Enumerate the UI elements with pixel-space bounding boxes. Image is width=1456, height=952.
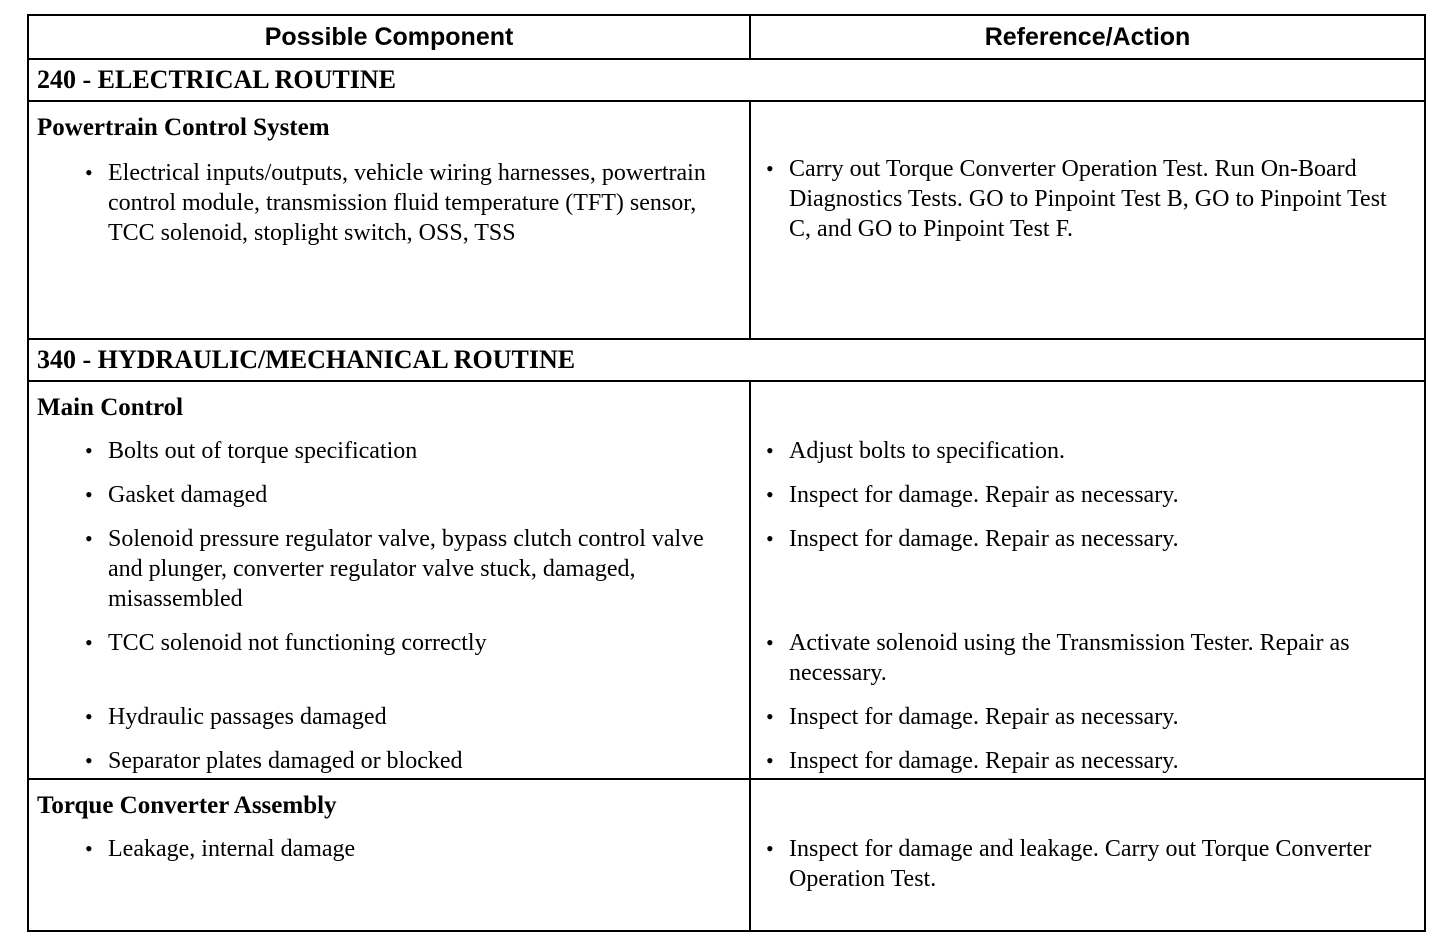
group-row-main-control — [28, 381, 1425, 779]
group-title: Powertrain Control System — [37, 114, 330, 141]
component-item: • TCC solenoid not functioning correctly — [29, 628, 749, 658]
action-cell — [750, 779, 1425, 931]
action-item: • Inspect for damage. Repair as necessary. — [751, 702, 1424, 732]
component-item: • Bolts out of torque specification — [29, 436, 749, 466]
action-item: • Inspect for damage. Repair as necessary. — [751, 746, 1424, 776]
action-item: • Inspect for damage. Repair as necessary. — [751, 524, 1424, 554]
component-cell — [28, 779, 750, 931]
section-title: 240 - ELECTRICAL ROUTINE — [28, 59, 1425, 101]
group-row-torque-converter — [28, 779, 1425, 931]
component-cell — [28, 381, 750, 779]
action-item: • Adjust bolts to specification. — [751, 436, 1424, 466]
component-item: • Electrical inputs/outputs, vehicle wiring harnesses, powertrain control module, transmission fluid temperature (TFT) sensor, TCC solenoid, stoplight switch, OSS, TSS — [29, 158, 749, 248]
action-cell — [750, 101, 1425, 339]
section-row-hydraulic — [28, 339, 1425, 381]
section-title: 340 - HYDRAULIC/MECHANICAL ROUTINE — [28, 339, 1425, 381]
component-item: • Hydraulic passages damaged — [29, 702, 749, 732]
component-item: • Leakage, internal damage — [29, 834, 749, 864]
group-title: Main Control — [37, 394, 184, 421]
action-item: • Inspect for damage. Repair as necessary. — [751, 480, 1424, 510]
header-possible-component: Possible Component — [28, 15, 750, 59]
component-item: • Solenoid pressure regulator valve, bypass clutch control valve and plunger, converter regulator valve stuck, damaged, misassembled — [29, 524, 749, 614]
group-title: Torque Converter Assembly — [37, 792, 337, 819]
action-item: • Carry out Torque Converter Operation Test. Run On-Board Diagnostics Tests. GO to Pinpoint Test B, GO to Pinpoint Test C, and GO to Pinpoint Test F. — [751, 154, 1424, 244]
diagnostic-table — [27, 14, 1426, 932]
section-row-electrical — [28, 59, 1425, 101]
header-reference-action: Reference/Action — [750, 15, 1425, 59]
component-item: • Separator plates damaged or blocked — [29, 746, 749, 776]
action-item: • Inspect for damage and leakage. Carry out Torque Converter Operation Test. — [751, 834, 1424, 894]
action-cell — [750, 381, 1425, 779]
component-cell — [28, 101, 750, 339]
action-item: • Activate solenoid using the Transmission Tester. Repair as necessary. — [751, 628, 1424, 688]
table-header-row — [28, 15, 1425, 59]
component-item: • Gasket damaged — [29, 480, 749, 510]
group-row-powertrain — [28, 101, 1425, 339]
